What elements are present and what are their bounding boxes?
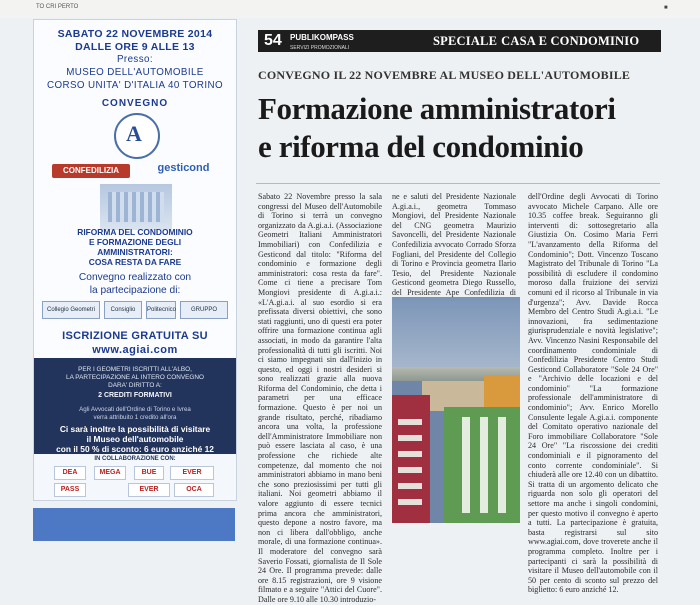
ad-date: SABATO 22 NOVEMBRE 2014 bbox=[57, 28, 213, 40]
article-headline bbox=[258, 90, 663, 166]
ad-free-registration: ISCRIZIONE GRATUITA SU bbox=[62, 330, 208, 342]
page-number: 54 bbox=[264, 32, 282, 49]
sponsor-logo: GRUPPO bbox=[180, 301, 228, 319]
realizzato-line: Convegno realizzato con bbox=[78, 272, 192, 283]
section-title bbox=[433, 34, 639, 49]
building-illustration bbox=[100, 184, 172, 230]
band-line: LA PARTECIPAZIONE AL INTERO CONVEGNO bbox=[66, 374, 204, 381]
ad-info-band bbox=[34, 358, 236, 500]
publisher bbox=[290, 33, 354, 51]
speciale-label: SPECIALE bbox=[433, 34, 498, 48]
sponsor-logo: Politecnico bbox=[146, 301, 176, 319]
gesticond-logo: gesticond bbox=[157, 162, 210, 174]
collab-logo: EVER bbox=[128, 483, 170, 497]
collab-logo: PASS bbox=[54, 483, 86, 497]
riforma-line: COSA RESTA DA FARE bbox=[88, 257, 182, 267]
ad-time: DALLE ORE 9 ALLE 13 bbox=[75, 41, 195, 53]
next-advertisement bbox=[33, 508, 235, 541]
ad-riforma-title bbox=[34, 227, 236, 267]
sponsor-logo: Collegio Geometri bbox=[42, 301, 100, 319]
collab-logo: DEA bbox=[54, 466, 86, 480]
photo-red-building bbox=[392, 395, 430, 523]
avvocati-credits-text bbox=[34, 406, 236, 422]
collab-logo: BUE bbox=[134, 466, 164, 480]
event-advertisement bbox=[33, 19, 237, 501]
ad-presso: Presso: bbox=[116, 54, 153, 65]
ad-venue-1: MUSEO DELL'AUTOMOBILE bbox=[66, 67, 204, 78]
riforma-line: E FORMAZIONE DEGLI bbox=[88, 237, 182, 247]
headline-line: e riforma del condominio bbox=[258, 129, 584, 164]
museum-discount-text bbox=[34, 424, 236, 454]
band-line: verra attribuito 1 credito all'ora bbox=[93, 414, 177, 421]
sponsor-logos bbox=[42, 301, 228, 319]
riforma-line: RIFORMA DEL CONDOMINIO bbox=[77, 227, 193, 237]
collab-logo: OCA bbox=[174, 483, 214, 497]
sponsor-logo: Consiglio bbox=[104, 301, 142, 319]
article-column-3 bbox=[528, 192, 658, 595]
section-name: CASA E CONDOMINIO bbox=[501, 34, 640, 48]
article-column-2 bbox=[392, 192, 516, 297]
article-kicker: CONVEGNO IL 22 NOVEMBRE AL MUSEO DELL'AUTOMOBILE bbox=[258, 68, 631, 82]
band-line: PER I GEOMETRI ISCRITTI ALL'ALBO, bbox=[78, 366, 192, 373]
ad-website: www.agiai.com bbox=[92, 344, 178, 356]
section-header bbox=[258, 30, 661, 52]
agiai-logo bbox=[114, 113, 160, 159]
geometri-credits-text bbox=[34, 366, 236, 390]
article-column-1 bbox=[258, 192, 382, 604]
collab-logo: EVER bbox=[170, 466, 214, 480]
publisher-sub: SERVIZI PROMOZIONALI bbox=[290, 45, 350, 51]
ad-venue-2: CORSO UNITA' D'ITALIA 40 TORINO bbox=[46, 80, 223, 91]
riforma-line: AMMINISTRATORI: bbox=[97, 247, 173, 257]
article-photo bbox=[392, 297, 520, 523]
corner-mark: ■ bbox=[664, 5, 668, 11]
band-line: DARA' DIRITTO A: bbox=[108, 382, 162, 389]
headline-line: Formazione amministratori bbox=[258, 91, 616, 126]
collab-logo: MEGA bbox=[94, 466, 126, 480]
publisher-name: PUBLIKOMPASS bbox=[290, 33, 354, 42]
ad-realizzato bbox=[34, 271, 236, 297]
logo-letter: A bbox=[126, 121, 142, 146]
column-text: Sabato 22 Novembre presso la sala congressi del Museo dell'Automobile di Torino si terrà un convegno organizzato da A.gi.a.i. (Associazione Geometri Italiani Amministratori Immobiliari) con Confedilizia e Gesticond dal titolo: "Riforma del condominio e formazione degli amministratori: cosa resta da fare". Come ci tiene a precisare Tom Mongiovi presidente di A.gi.a.i.: «L'A.gi.a.i. al suo esordio si era prefissata diversi obiettivi, che sono stati raggiunti, uno di questi era poter offrire una formazione continua agli associati, in modo da garantire l'alta professionalità di tutti gli iscritti. Noi ci siamo impegnati sin dall'inizio in questo, ed oggi i nostri desideri si sono realizzati grazie alla nuova Riforma del Condominio, che detta i parametri per una efficace formazione. Questo è per noi un grande risultato, perché, ribadiamo ancora una volta, la professione dell'Amministratore Immobiliare non può essere lasciata al caso, è una professione che richiede alte competenze, dal momento che noi amministratori abbiamo in mano beni che sono preziosissimi per tutti gli italiani. Noi geometri abbiamo il valore aggiunto di essere tecnici prima ancora che amministratori, questo depone a nostro favore, ma non ci libera dall'obbligo, anche morale, di una formazione continua». Il moderatore del convegno sarà Saverio Fossati, giornalista de Il Sole 24 Ore. Il programma prevede: dalle ore 8.15 registrazioni, ore 9 visione filmato e a seguire "Attici del Cuore". Dalle ore 9.10 alle 10.30 introduzio- bbox=[258, 192, 382, 604]
band-line: il Museo dell'automobile bbox=[86, 434, 184, 444]
newspaper-name: TO CRI PERTO bbox=[36, 4, 79, 10]
column-text: ne e saluti del Presidente Nazionale A.gi.a.i., geometra Tommaso Mongiovi, del Presidente Nazionale del CNG geometra Maurizio Savoncelli, del Presidente Nazionale Confedilizia avvocato Corrado Sforza Fogliani, del Presidente del Collegio di Torino e Provincia geometra Ilario Tesio, del Presidente Nazionale Gesticond geometra Diego Russello, del Presidente Ape Confedilizia di bbox=[392, 192, 516, 297]
collab-heading: IN COLLABORAZIONE CON: bbox=[94, 456, 176, 462]
divider bbox=[256, 183, 660, 184]
photo-sky bbox=[392, 297, 520, 367]
newspaper-top-strip bbox=[0, 0, 700, 18]
photo-green-building bbox=[444, 407, 520, 523]
realizzato-line: la partecipazione di: bbox=[89, 285, 181, 296]
ad-convegno: CONVEGNO bbox=[101, 98, 169, 109]
column-text: dell'Ordine degli Avvocati di Torino avvocato Michele Carpano. Alle ore 10.35 coffee break. Seguiranno gli interventi di: sottosegretario alla Giustizia On. Cosimo Maria Ferri "L'avanzamento della Riforma del Condominio"; Dott. Vincenzo Toscano Magistrato del Tribunale di Torino "La possibilità di escludere il condomino moroso dalla fruizione dei servizi comuni ed il ricorso al Tribunale in via d'urgenza"; Avv. Davide Rocca Membro del Centro Studi A.gi.a.i. "Le innovazioni, fra sedimentazione giurisprudenziale e novità legislative"; Avv. Vincenzo Nasini Responsabile del coordinamento condominiale di Confedilizia Presidente Centro Studi Gesticond Collaboratore "Sole 24 Ore" e "Archivio delle locazioni e del condominio" "La formazione professionale dell'amministratore di condominio"; Avv. Enrico Morello Consulente legale A.gi.a.i. componente del Comitato operativo nazionale del Foro immobiliare Collaboratore "Sole 24 Ore" "La riscossione dei crediti condominiali e il pignoramento del conto corrente condominiale". Si chiuderà alle ore 12.40 con un dibattito. Si tratta di un argomento delicato che riguarda non solo gli operatori del settore ma anche i singoli condomini, per questo motivo il convegno è aperto a tutti. La partecipazione è gratuita, basta registrarsi sul sito www.agiai.com, dove troverete anche il programma completo. Inoltre per i partecipanti ci sarà la possibilità di visitare il Museo dell'automobile con il 50 per cento di sconto sul prezzo del biglietto: 6 euro anziché 12. bbox=[528, 192, 658, 595]
band-line: con il 50 % di sconto: 6 euro anziché 12 bbox=[56, 444, 214, 454]
confedilizia-logo: CONFEDILIZIA bbox=[52, 164, 130, 178]
band-line: Ci sarà inoltre la possibilità di visitare bbox=[59, 424, 211, 434]
collaboration-section bbox=[34, 454, 236, 500]
band-line: Agli Avvocati dell'Ordine di Torino e Ivrea bbox=[79, 406, 191, 413]
credits-count: 2 CREDITI FORMATIVI bbox=[98, 392, 172, 399]
